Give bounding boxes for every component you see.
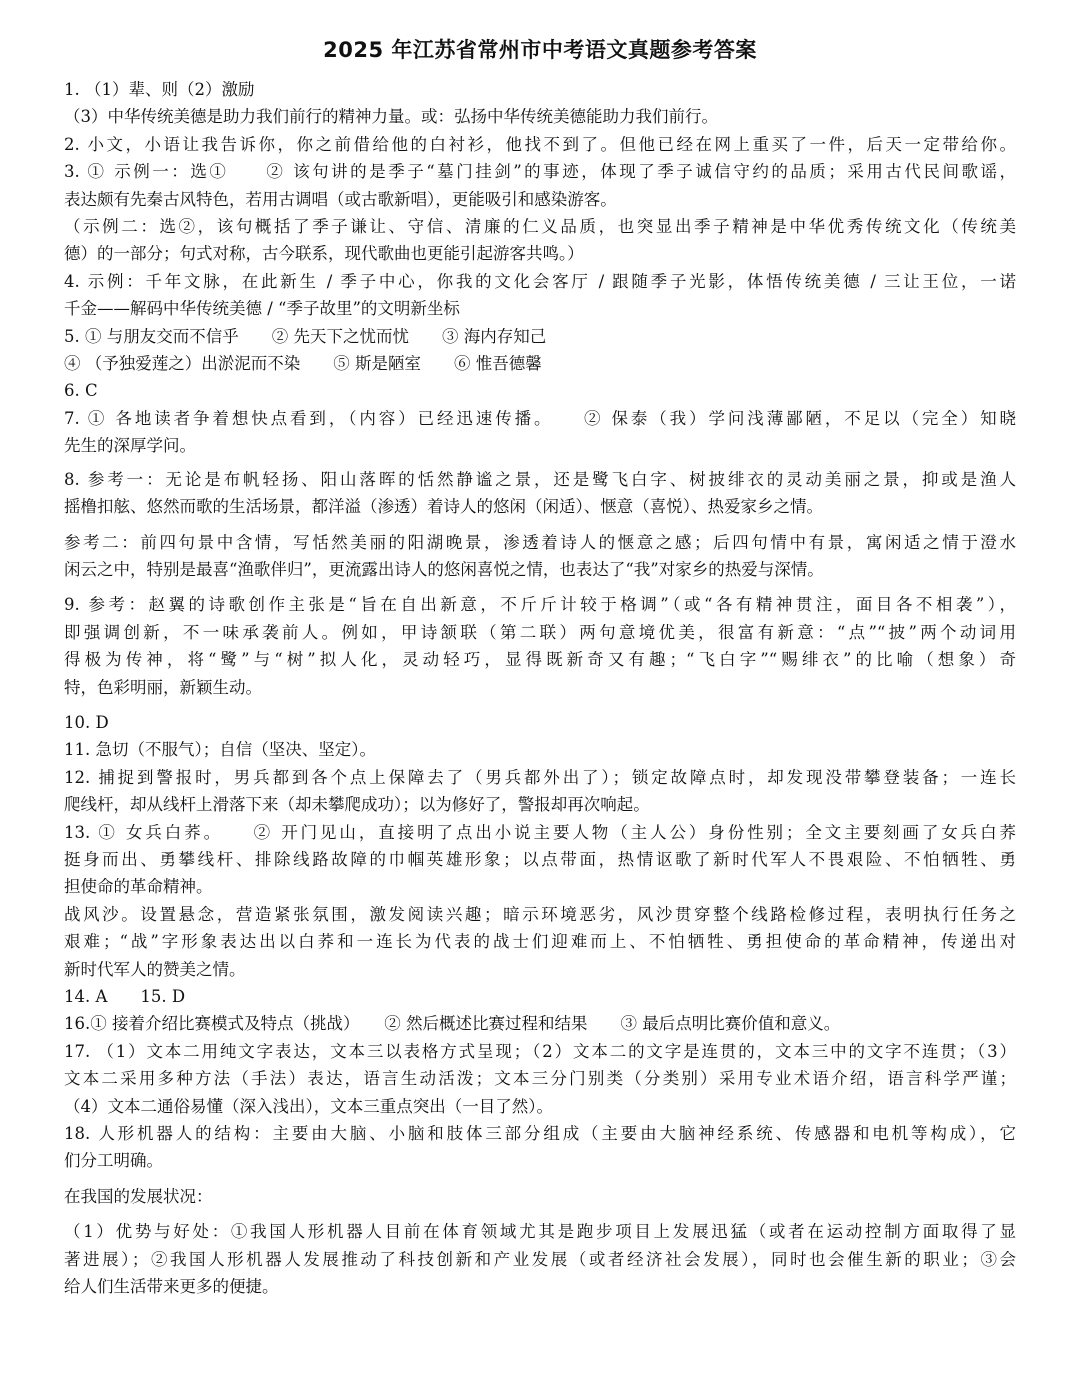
answer-line-q10: 10. D xyxy=(64,712,109,732)
answer-line-q5-b: ④ （予独爱莲之）出淤泥而不染 ⑤ 斯是陋室 ⑥ 惟吾德馨 xyxy=(64,354,542,374)
answer-line-q3: 3. ① 示例一：选① ② 该句讲的是季子“墓门挂剑”的事迹，体现了季子诚信守约的品质；采用古代民间歌谣， xyxy=(64,162,1016,182)
answer-line-q18: 18. 人形机器人的结构：主要由大脑、小脑和肢体三部分组成（主要由大脑神经系统、传感器和电机等构成），它 xyxy=(64,1124,1016,1144)
answer-line-q18-cont: 们分工明确。 xyxy=(64,1151,163,1171)
answer-line-q14-q15: 14. A 15. D xyxy=(64,987,186,1006)
answer-line-q13-cont1: 挺身而出、勇攀线杆、排除线路故障的巾帼英雄形象；以点带面，热情讴歌了新时代军人不畏艰险、不怕牺牲、勇 xyxy=(64,849,1016,869)
answer-line-q6: 6. C xyxy=(64,381,98,401)
answer-line-q12: 12. 捕捉到警报时，男兵都到各个点上保障去了（男兵都外出了）；锁定故障点时，却发现没带攀登装备；一连长 xyxy=(64,767,1016,787)
answer-document xyxy=(64,36,1016,1300)
answer-line-q9-cont2: 得极为传神，将“鹭”与“树”拟人化，灵动轻巧，显得既新奇又有趣；“飞白字”“赐绯衣”的比喻（想象）奇 xyxy=(64,650,1016,670)
answer-line-q9-cont3: 特，色彩明丽，新颖生动。 xyxy=(64,677,262,697)
answer-line-q13-title-cont1: 艰难；“战”字形象表达出以白荞和一连长为代表的战士们迎难而上、不怕牺牲、勇担使命的革命精神，传递出对 xyxy=(64,932,1016,952)
answer-line-q8: 8. 参考一：无论是布帆轻扬、阳山落晖的恬然静谧之景，还是鹭飞白字、树披绯衣的灵动美丽之景，抑或是渔人 xyxy=(64,469,1016,489)
answer-line-q4-cont: 千金——解码中华传统美德 / “季子故里”的文明新坐标 xyxy=(64,299,460,319)
answer-line-q1-part3: （3）中华传统美德是助力我们前行的精神力量。或：弘扬中华传统美德能助力我们前行。 xyxy=(64,107,718,127)
answer-line-q13-cont2: 担使命的革命精神。 xyxy=(64,877,213,897)
answer-line-q18-status: 在我国的发展状况： xyxy=(64,1186,213,1206)
answer-line-q13-title: 战风沙。设置悬念，营造紧张氛围，激发阅读兴趣；暗示环境恶劣，风沙贯穿整个线路检修过程，表明执行任务之 xyxy=(64,904,1016,924)
answer-line-q2: 2. 小文，小语让我告诉你，你之前借给他的白衬衫，他找不到了。但他已经在网上重买了一件，后天一定带给你。 xyxy=(64,134,1016,154)
answer-line-q18-advantages: （1）优势与好处：①我国人形机器人目前在体育领域尤其是跑步项目上发展迅猛（或者在运动控制方面取得了显 xyxy=(64,1222,1016,1242)
answer-line-q12-cont: 爬线杆，却从线杆上滑落下来（却未攀爬成功）；以为修好了，警报却再次响起。 xyxy=(64,795,650,815)
answer-line-q9: 9. 参考：赵翼的诗歌创作主张是“旨在自出新意，不斤斤计较于格调”（或“各有精神贯注，面目各不相袭”）， xyxy=(64,595,1016,615)
answer-line-q17: 17. （1）文本二用纯文字表达，文本三以表格方式呈现；（2）文本二的文字是连贯的，文本三中的文字不连贯；（3） xyxy=(64,1041,1016,1061)
answer-line-q3-example2-cont: 德）的一部分；句式对称，古今联系，现代歌曲也更能引起游客共鸣。） xyxy=(64,244,584,264)
answer-line-q17-cont2: （4）文本二通俗易懂（深入浅出），文本三重点突出（一目了然）。 xyxy=(64,1096,553,1116)
answer-line-q13-title-cont2: 新时代军人的赞美之情。 xyxy=(64,959,246,979)
answer-line-q7: 7. ① 各地读者争着想快点看到，（内容）已经迅速传播。 ② 保泰（我）学问浅薄鄙陋，不足以（完全）知晓 xyxy=(64,408,1016,428)
answer-line-q13: 13. ① 女兵白荞。 ② 开门见山，直接明了点出小说主要人物（主人公）身份性别；全文主要刻画了女兵白荞 xyxy=(64,822,1016,842)
document-title: 2025 年江苏省常州市中考语文真题参考答案 xyxy=(323,38,757,62)
answer-line-q11: 11. 急切（不服气）；自信（坚决、坚定）。 xyxy=(64,740,376,760)
answer-line-q3-cont: 表达颇有先秦古风特色，若用古调唱（或古歌新唱），更能吸引和感染游客。 xyxy=(64,189,617,209)
answer-line-q7-cont: 先生的深厚学问。 xyxy=(64,436,196,456)
answer-line-q8-ref2-cont: 闲云之中，特别是最喜“渔歌伴归”，更流露出诗人的悠闲喜悦之情，也表达了“我”对家乡的热爱与深情。 xyxy=(64,559,824,579)
answer-line-q8-ref2: 参考二：前四句景中含情，写恬然美丽的阳湖晚景，渗透着诗人的惬意之感；后四句情中有景，寓闲适之情于澄水 xyxy=(64,532,1016,552)
answer-line-q1: 1. （1）辈、则（2）激励 xyxy=(64,80,255,99)
answer-line-q4: 4. 示例：千年文脉，在此新生 / 季子中心，你我的文化会客厅 / 跟随季子光影，体悟传统美德 / 三让王位，一诺 xyxy=(64,271,1016,291)
answer-line-q9-cont1: 即强调创新，不一味承袭前人。例如，甲诗颔联（第二联）两句意境优美，很富有新意：“点”“披”两个动词用 xyxy=(64,622,1016,642)
answer-line-q18-advantages-cont2: 给人们生活带来更多的便捷。 xyxy=(64,1277,279,1297)
answer-line-q5-a: 5. ① 与朋友交而不信乎 ② 先天下之忧而忧 ③ 海内存知己 xyxy=(64,326,547,346)
answer-line-q16: 16.① 接着介绍比赛模式及特点（挑战） ② 然后概述比赛过程和结果 ③ 最后点明比赛价值和意义。 xyxy=(64,1014,841,1034)
answer-line-q18-advantages-cont1: 著进展）；②我国人形机器人发展推动了科技创新和产业发展（或者经济社会发展），同时也会催生新的职业；③会 xyxy=(64,1249,1016,1269)
answer-line-q17-cont1: 文本二采用多种方法（手法）表达，语言生动活泼；文本三分门别类（分类别）采用专业术语介绍，语言科学严谨； xyxy=(64,1069,1016,1089)
answer-line-q3-example2: （示例二：选②，该句概括了季子谦让、守信、清廉的仁义品质，也突显出季子精神是中华优秀传统文化（传统美 xyxy=(64,217,1016,237)
answer-line-q8-cont: 摇橹扣舷、悠然而歌的生活场景，都洋溢（渗透）着诗人的悠闲（闲适）、惬意（喜悦）、热爱家乡之情。 xyxy=(64,497,823,517)
